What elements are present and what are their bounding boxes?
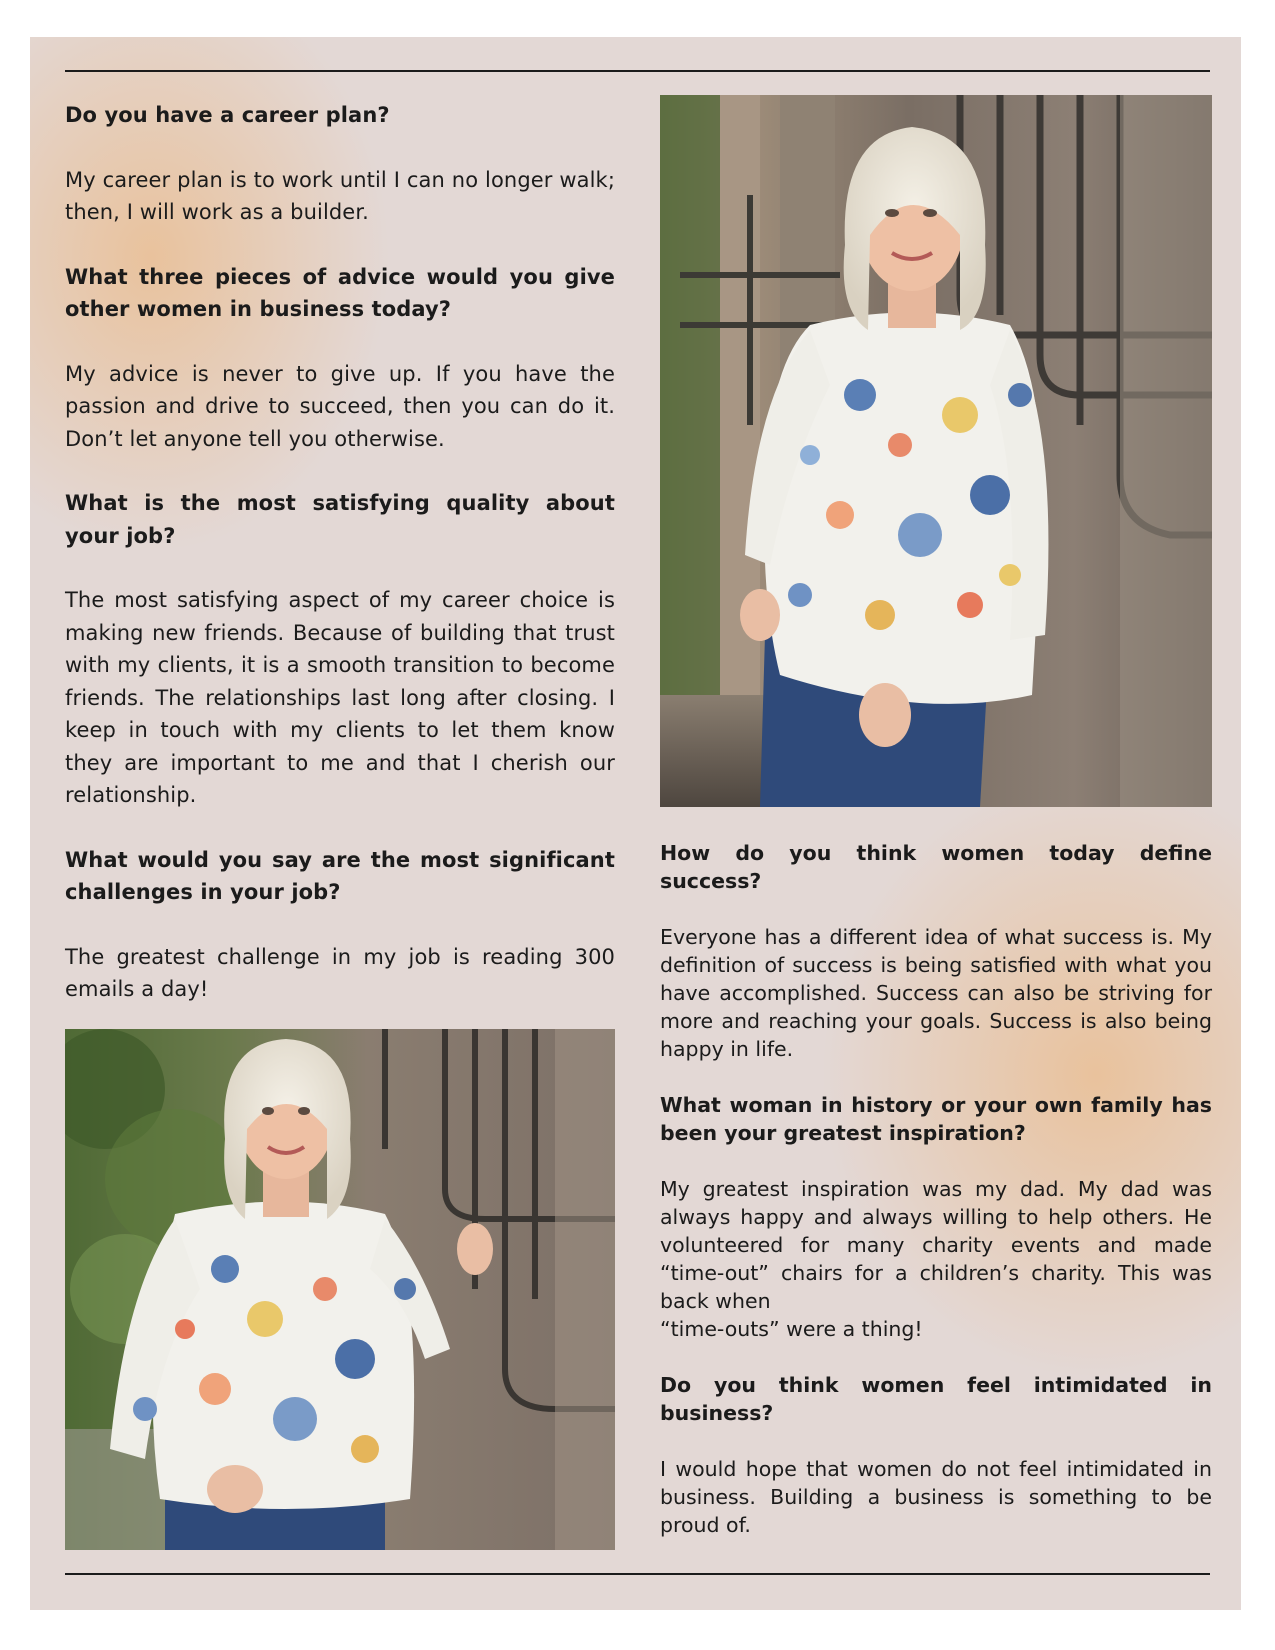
- portrait-photo-standing: [660, 95, 1212, 807]
- answer-inspiration-part2: “time-outs” were a thing!: [660, 1317, 923, 1341]
- question-advice: What three pieces of advice would you give other women in business today?: [65, 264, 615, 321]
- question-challenges: What would you say are the most significant challenges in your job?: [65, 847, 615, 904]
- answer-inspiration: [660, 1175, 1212, 1343]
- answer-define-success: Everyone has a different idea of what success is. My definition of success is being satisfied with what you have accomplished. Success can also be striving for more and reaching your goals. Success is also being happy in life.: [660, 925, 1212, 1061]
- magazine-page: [30, 37, 1241, 1610]
- question-intimidated: Do you think women feel intimidated in business?: [660, 1373, 1212, 1425]
- question-satisfying-quality: What is the most satisfying quality about your job?: [65, 491, 615, 548]
- bottom-divider: [65, 1573, 1210, 1575]
- answer-inspiration-part1: My greatest inspiration was my dad. My dad was always happy and always willing to help others. He volunteered for many charity events and made “time-out” chairs for a children’s charity. This was back when: [660, 1177, 1212, 1313]
- left-column: [65, 99, 615, 1038]
- question-career-plan: Do you have a career plan?: [65, 103, 390, 127]
- question-inspiration: What woman in history or your own family has been your greatest inspiration?: [660, 1093, 1212, 1145]
- right-column: [660, 839, 1212, 1567]
- question-define-success: How do you think women today define success?: [660, 841, 1212, 893]
- portrait-photo-leaning: [65, 1029, 615, 1550]
- answer-intimidated: I would hope that women do not feel intimidated in business. Building a business is something to be proud of.: [660, 1457, 1212, 1537]
- answer-challenges: The greatest challenge in my job is reading 300 emails a day!: [65, 944, 615, 1001]
- answer-advice: My advice is never to give up. If you have the passion and drive to succeed, then you can do it. Don’t let anyone tell you otherwise.: [65, 361, 615, 451]
- top-divider: [65, 70, 1210, 72]
- answer-satisfying-quality: The most satisfying aspect of my career choice is making new friends. Because of building that trust with my clients, it is a smooth transition to become friends. The relationships last long after closing. I keep in touch with my clients to let them know they are important to me and that I cherish our relationship.: [65, 588, 615, 807]
- answer-career-plan: My career plan is to work until I can no longer walk; then, I will work as a builder.: [65, 167, 615, 224]
